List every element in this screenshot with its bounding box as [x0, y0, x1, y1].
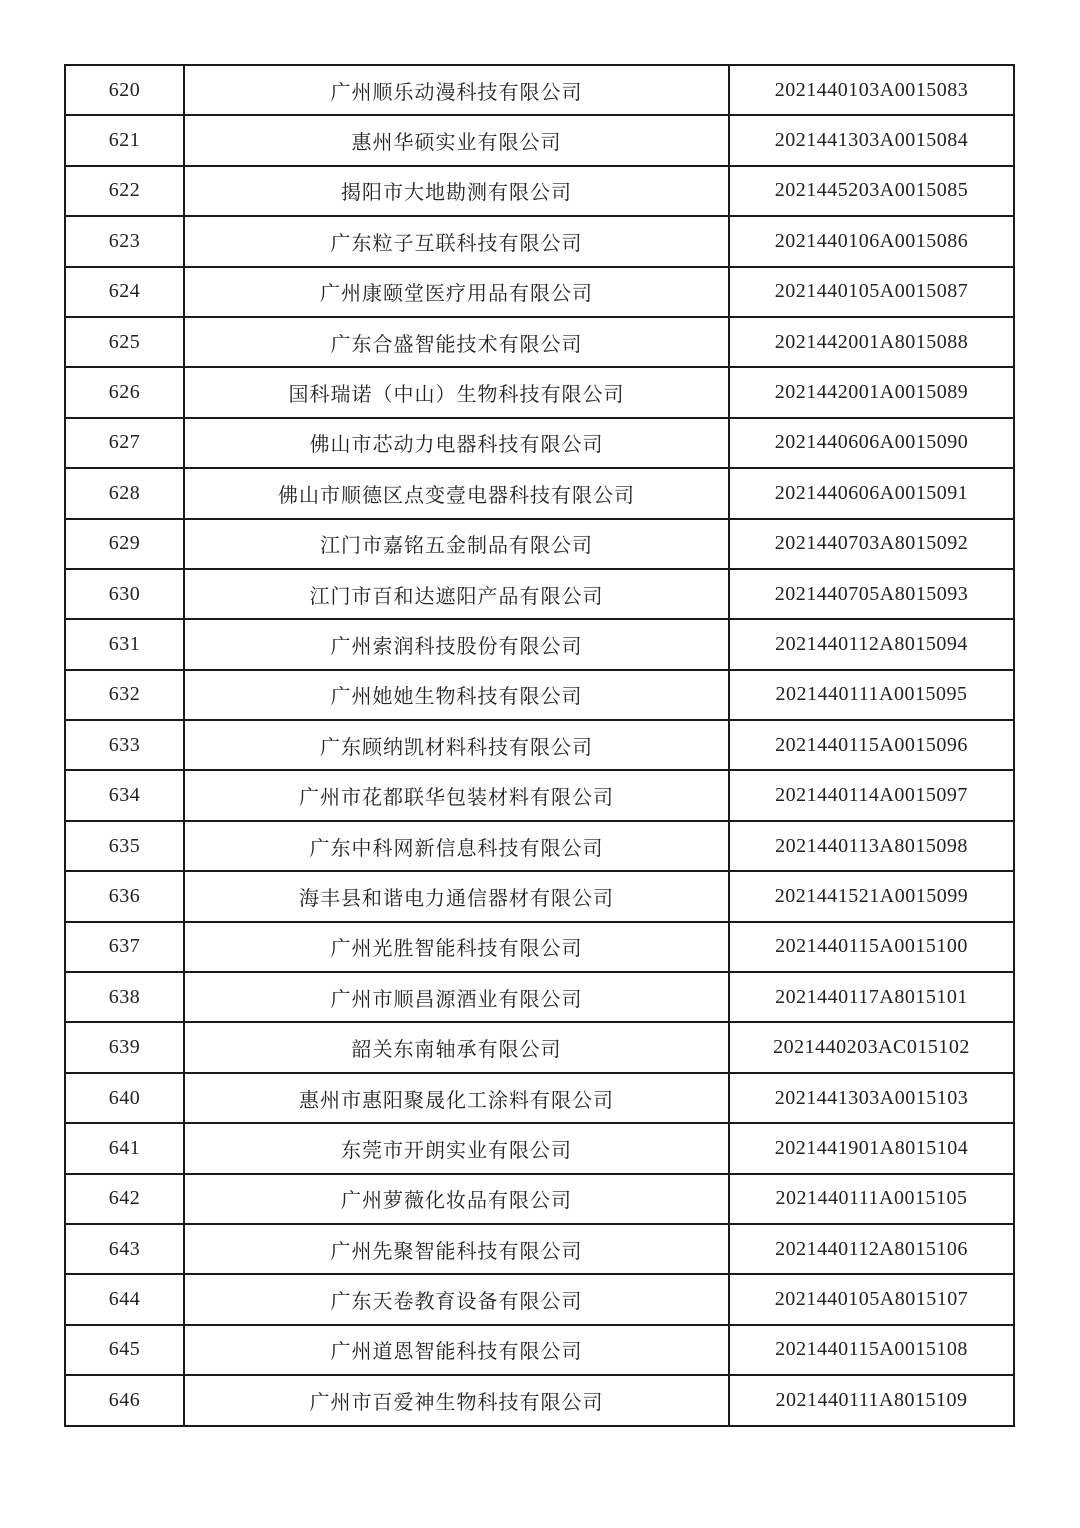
- registration-code-cell: 2021440703A8015092: [729, 519, 1014, 569]
- company-name-cell: 广州市百爱神生物科技有限公司: [184, 1375, 729, 1425]
- company-name-cell: 揭阳市大地勘测有限公司: [184, 166, 729, 216]
- registration-code-cell: 2021442001A0015089: [729, 367, 1014, 417]
- table-row: [65, 619, 1014, 669]
- row-number-cell: 630: [65, 569, 184, 619]
- row-number-cell: 628: [65, 468, 184, 518]
- registration-code-cell: 2021440114A0015097: [729, 770, 1014, 820]
- registration-code-cell: 2021440113A8015098: [729, 821, 1014, 871]
- company-name-cell: 广州光胜智能科技有限公司: [184, 922, 729, 972]
- registration-code-cell: 2021440111A0015095: [729, 670, 1014, 720]
- company-name-cell: 广东天卷教育设备有限公司: [184, 1274, 729, 1324]
- row-number-cell: 631: [65, 619, 184, 669]
- registration-code-cell: 2021441521A0015099: [729, 871, 1014, 921]
- row-number-cell: 634: [65, 770, 184, 820]
- table-row: [65, 922, 1014, 972]
- company-name-cell: 广东粒子互联科技有限公司: [184, 216, 729, 266]
- row-number-cell: 624: [65, 267, 184, 317]
- company-name-cell: 广州萝薇化妆品有限公司: [184, 1174, 729, 1224]
- company-name-cell: 韶关东南轴承有限公司: [184, 1022, 729, 1072]
- company-name-cell: 惠州华硕实业有限公司: [184, 115, 729, 165]
- registration-code-cell: 2021440115A0015108: [729, 1325, 1014, 1375]
- company-name-cell: 佛山市顺德区点变壹电器科技有限公司: [184, 468, 729, 518]
- table-row: [65, 1123, 1014, 1173]
- table-row: [65, 770, 1014, 820]
- table-row: [65, 569, 1014, 619]
- registration-code-cell: 2021440111A0015105: [729, 1174, 1014, 1224]
- registration-code-cell: 2021445203A0015085: [729, 166, 1014, 216]
- table-body: [65, 65, 1014, 1426]
- row-number-cell: 637: [65, 922, 184, 972]
- table-row: [65, 166, 1014, 216]
- row-number-cell: 626: [65, 367, 184, 417]
- registration-code-cell: 2021440606A0015090: [729, 418, 1014, 468]
- row-number-cell: 639: [65, 1022, 184, 1072]
- table-row: [65, 670, 1014, 720]
- table-row: [65, 65, 1014, 115]
- table-row: [65, 468, 1014, 518]
- row-number-cell: 625: [65, 317, 184, 367]
- company-name-cell: 江门市嘉铭五金制品有限公司: [184, 519, 729, 569]
- company-name-cell: 国科瑞诺（中山）生物科技有限公司: [184, 367, 729, 417]
- registration-code-cell: 2021440105A8015107: [729, 1274, 1014, 1324]
- table-row: [65, 216, 1014, 266]
- company-name-cell: 广州顺乐动漫科技有限公司: [184, 65, 729, 115]
- company-name-cell: 广州索润科技股份有限公司: [184, 619, 729, 669]
- registration-code-cell: 2021442001A8015088: [729, 317, 1014, 367]
- row-number-cell: 640: [65, 1073, 184, 1123]
- table-row: [65, 418, 1014, 468]
- registration-code-cell: 2021440103A0015083: [729, 65, 1014, 115]
- row-number-cell: 643: [65, 1224, 184, 1274]
- row-number-cell: 632: [65, 670, 184, 720]
- table-row: [65, 1022, 1014, 1072]
- row-number-cell: 635: [65, 821, 184, 871]
- company-name-cell: 广东合盛智能技术有限公司: [184, 317, 729, 367]
- company-name-cell: 广州康颐堂医疗用品有限公司: [184, 267, 729, 317]
- registration-code-cell: 2021440115A0015096: [729, 720, 1014, 770]
- row-number-cell: 644: [65, 1274, 184, 1324]
- company-name-cell: 广东中科网新信息科技有限公司: [184, 821, 729, 871]
- table-row: [65, 367, 1014, 417]
- row-number-cell: 629: [65, 519, 184, 569]
- registration-code-cell: 2021440115A0015100: [729, 922, 1014, 972]
- table-row: [65, 871, 1014, 921]
- row-number-cell: 642: [65, 1174, 184, 1224]
- row-number-cell: 622: [65, 166, 184, 216]
- registration-code-cell: 2021440606A0015091: [729, 468, 1014, 518]
- company-name-cell: 江门市百和达遮阳产品有限公司: [184, 569, 729, 619]
- row-number-cell: 641: [65, 1123, 184, 1173]
- table-row: [65, 267, 1014, 317]
- company-registry-table: [64, 64, 1015, 1427]
- table-row: [65, 1174, 1014, 1224]
- registration-code-cell: 2021440112A8015106: [729, 1224, 1014, 1274]
- company-name-cell: 广州她她生物科技有限公司: [184, 670, 729, 720]
- registration-code-cell: 2021441303A0015084: [729, 115, 1014, 165]
- company-name-cell: 广东顾纳凯材料科技有限公司: [184, 720, 729, 770]
- company-name-cell: 惠州市惠阳聚晟化工涂料有限公司: [184, 1073, 729, 1123]
- company-name-cell: 海丰县和谐电力通信器材有限公司: [184, 871, 729, 921]
- row-number-cell: 645: [65, 1325, 184, 1375]
- row-number-cell: 627: [65, 418, 184, 468]
- table-row: [65, 1325, 1014, 1375]
- registration-code-cell: 2021440705A8015093: [729, 569, 1014, 619]
- registration-code-cell: 2021440112A8015094: [729, 619, 1014, 669]
- table-row: [65, 1224, 1014, 1274]
- company-name-cell: 广州道恩智能科技有限公司: [184, 1325, 729, 1375]
- row-number-cell: 633: [65, 720, 184, 770]
- registration-code-cell: 2021441303A0015103: [729, 1073, 1014, 1123]
- row-number-cell: 636: [65, 871, 184, 921]
- table-row: [65, 972, 1014, 1022]
- company-name-cell: 广州市顺昌源酒业有限公司: [184, 972, 729, 1022]
- company-name-cell: 东莞市开朗实业有限公司: [184, 1123, 729, 1173]
- registration-code-cell: 2021441901A8015104: [729, 1123, 1014, 1173]
- table-row: [65, 1274, 1014, 1324]
- registration-code-cell: 2021440106A0015086: [729, 216, 1014, 266]
- table-row: [65, 115, 1014, 165]
- table-row: [65, 317, 1014, 367]
- row-number-cell: 620: [65, 65, 184, 115]
- registration-code-cell: 2021440105A0015087: [729, 267, 1014, 317]
- registration-code-cell: 2021440203AC015102: [729, 1022, 1014, 1072]
- registration-code-cell: 2021440117A8015101: [729, 972, 1014, 1022]
- table-row: [65, 821, 1014, 871]
- row-number-cell: 621: [65, 115, 184, 165]
- company-name-cell: 广州先聚智能科技有限公司: [184, 1224, 729, 1274]
- row-number-cell: 623: [65, 216, 184, 266]
- row-number-cell: 646: [65, 1375, 184, 1425]
- company-name-cell: 广州市花都联华包装材料有限公司: [184, 770, 729, 820]
- registration-code-cell: 2021440111A8015109: [729, 1375, 1014, 1425]
- row-number-cell: 638: [65, 972, 184, 1022]
- table-row: [65, 720, 1014, 770]
- company-name-cell: 佛山市芯动力电器科技有限公司: [184, 418, 729, 468]
- table-row: [65, 1073, 1014, 1123]
- table-row: [65, 1375, 1014, 1425]
- table-row: [65, 519, 1014, 569]
